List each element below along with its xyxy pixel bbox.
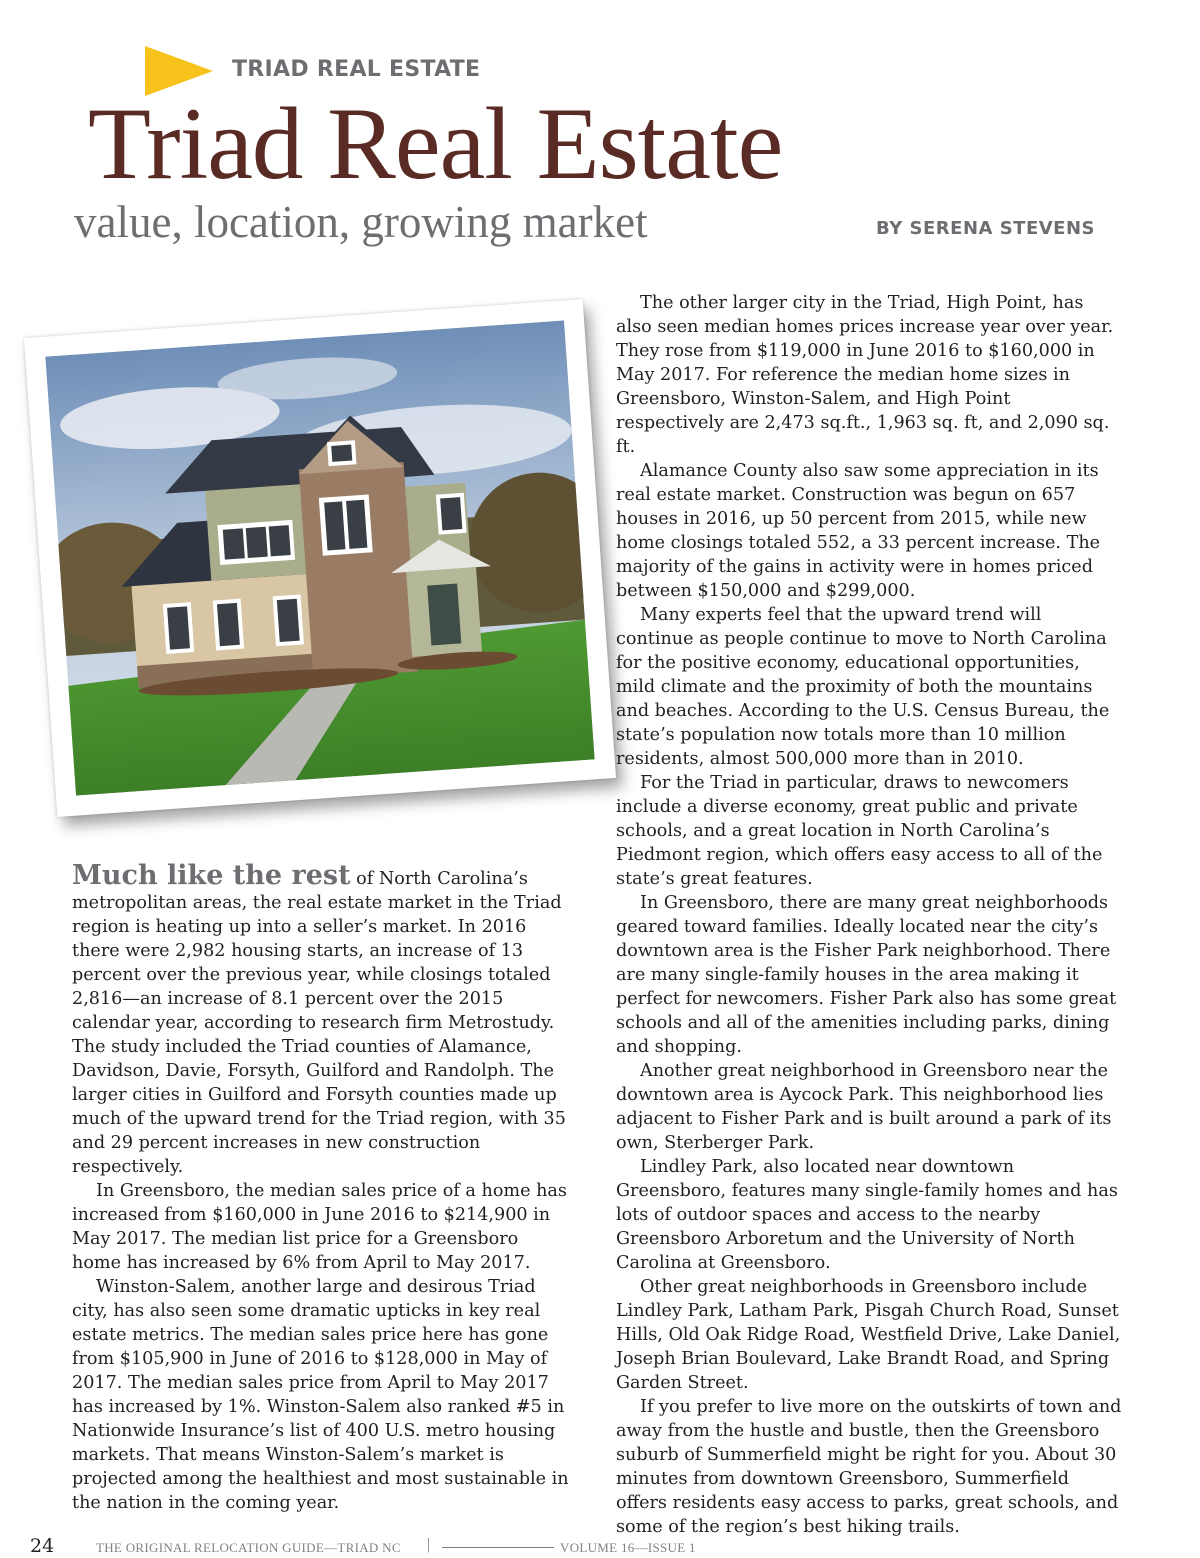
article-paragraph: For the Triad in particular, draws to newcomers include a diverse economy, great public and private schools, and a great location in North Carolina’s Piedmont region, which offers easy access to all of the state’s great features.: [616, 773, 1103, 889]
article-paragraph: The other larger city in the Triad, High Point, has also seen median homes prices increase year over year. They rose from $119,000 in June 2016 to $160,000 in May 2017. For reference the median home sizes in Greensboro, Winston-Salem, and High Point respectively are 2,473 sq.ft., 1,963 sq. ft, and 2,090 sq. ft.: [616, 293, 1114, 457]
paragraph-text: of North Carolina’s metropolitan areas, the real estate market in the Triad region is heating up into a seller’s market. In 2016 there were 2,982 housing starts, an increase of 13 percent over the previous year, while closings totaled 2,816—an increase of 8.1 percent over the 2015 calendar year, according to research firm Metrostudy. The study included the Triad counties of Alamance, Davidson, Davie, Forsyth, Guilford and Randolph. The larger cities in Guilford and Forsyth counties made up much of the upward trend for the Triad region, with 35 and 29 percent increases in new construction respectively.: [72, 869, 566, 1177]
house-icon: [45, 320, 594, 795]
byline: BY SERENA STEVENS: [876, 218, 1096, 239]
article-paragraph: In Greensboro, the median sales price of a home has increased from $160,000 in June 2016 to $214,900 in May 2017. The median list price for a Greensboro home has increased by 6% from April to May 2017.: [72, 1181, 567, 1273]
article-paragraph: In Greensboro, there are many great neighborhoods geared toward families. Ideally located near the city’s downtown area is the Fisher Park neighborhood. There are many single-family houses in the area making it perfect for newcomers. Fisher Park also has some great schools and all of the amenities including parks, dining and shopping.: [616, 893, 1117, 1057]
article-paragraph: Another great neighborhood in Greensboro near the downtown area is Aycock Park. This neighborhood lies adjacent to Fisher Park and is built around a park of its own, Sterberger Park.: [616, 1061, 1112, 1153]
article-subtitle: value, location, growing market: [74, 197, 648, 247]
article-paragraph: Many experts feel that the upward trend will continue as people continue to move to North Carolina for the positive economy, educational opportunities, mild climate and the proximity of both the mountains and beaches. According to the U.S. Census Bureau, the state’s population now totals more than 10 million residents, almost 500,000 more than in 2010.: [616, 605, 1110, 769]
article-paragraph: Lindley Park, also located near downtown Greensboro, features many single-family homes and has lots of outdoor spaces and access to the nearby Greensboro Arboretum and the University of North Carolina at Greensboro.: [616, 1157, 1118, 1273]
lead-in: Much like the rest: [72, 860, 351, 891]
article-column-left: [72, 860, 572, 1515]
article-title: Triad Real Estate: [88, 87, 783, 201]
article-paragraph: [72, 860, 572, 1179]
footer-volume: VOLUME 16—ISSUE 1: [560, 1540, 696, 1555]
footer-separator: |: [427, 1536, 431, 1553]
page-number: 24: [30, 1535, 55, 1557]
article-paragraph: Alamance County also saw some appreciation in its real estate market. Construction was begun on 657 houses in 2016, up 50 percent from 2015, while new home closings totaled 552, a 33 percent increase. The majority of the gains in activity were in homes priced between $150,000 and $299,000.: [616, 461, 1101, 601]
article-paragraph: Winston-Salem, another large and desirous Triad city, has also seen some dramatic upticks in key real estate metrics. The median sales price here has gone from $105,900 in June of 2016 to $128,000 in May of 2017. The median sales price from April to May 2017 has increased by 1%. Winston-Salem also ranked #5 in Nationwide Insurance’s list of 400 U.S. metro housing markets. That means Winston-Salem’s market is projected among the healthiest and most sustainable in the nation in the coming year.: [72, 1277, 569, 1513]
article-column-right: [616, 291, 1122, 1539]
footer-rule: [442, 1547, 554, 1548]
house-photo: [24, 299, 616, 817]
footer-publication: THE ORIGINAL RELOCATION GUIDE—TRIAD NC: [96, 1540, 401, 1555]
article-paragraph: Other great neighborhoods in Greensboro include Lindley Park, Latham Park, Pisgah Church Road, Sunset Hills, Old Oak Ridge Road, Westfield Drive, Lake Daniel, Joseph Brian Boulevard, Lake Brandt Road, and Spring Garden Street.: [616, 1277, 1121, 1393]
article-paragraph: If you prefer to live more on the outskirts of town and away from the hustle and bustle, then the Greensboro suburb of Summerfield might be right for you. About 30 minutes from downtown Greensboro, Summerfield offers residents easy access to parks, great schools, and some of the region’s best hiking trails.: [616, 1397, 1122, 1537]
section-kicker: TRIAD REAL ESTATE: [232, 57, 481, 82]
